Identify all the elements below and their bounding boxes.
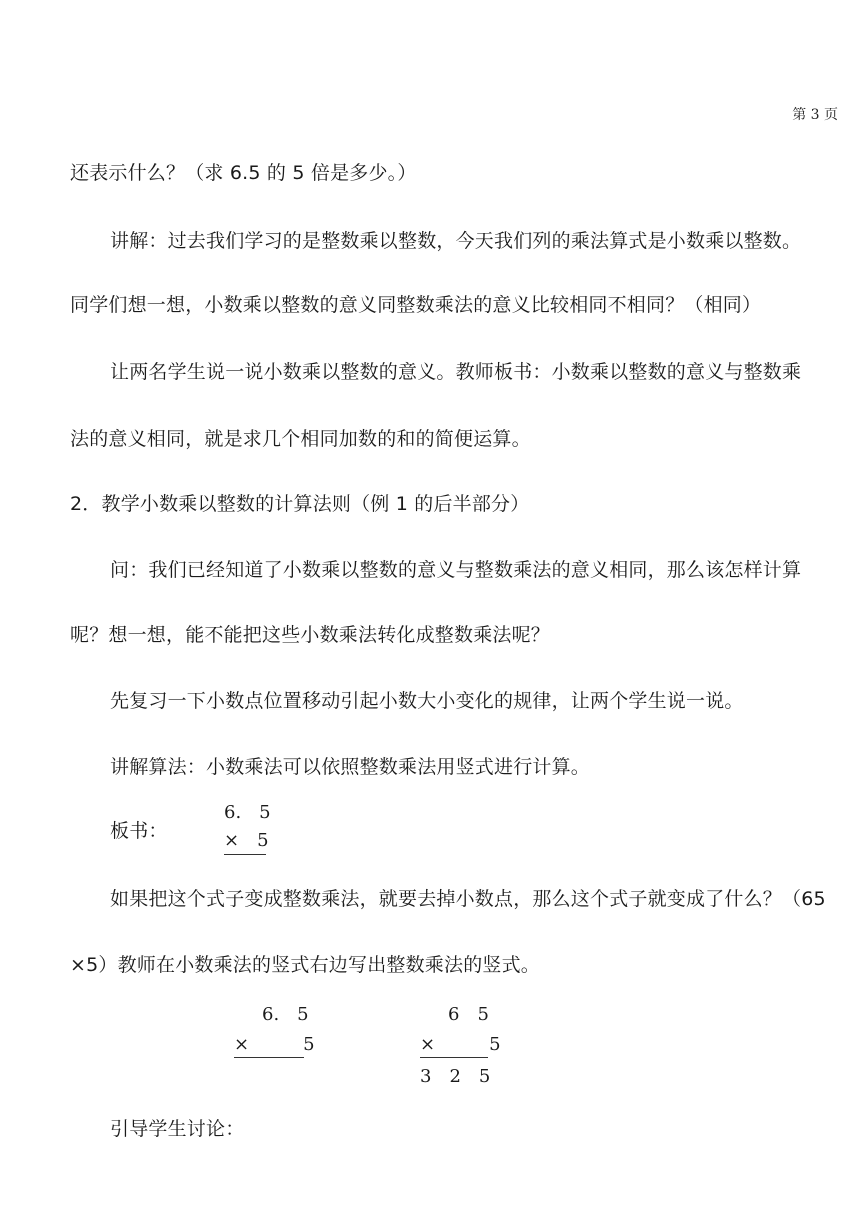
- calc-rule: [420, 1057, 488, 1058]
- paragraph-line: ×5）教师在小数乘法的竖式右边写出整数乘法的竖式。: [70, 954, 541, 976]
- decimal-calculation: [232, 1000, 315, 1060]
- section-heading: 2．教学小数乘以整数的计算法则（例 1 的后半部分）: [70, 493, 530, 515]
- calc-top-row: 6. 5: [262, 1004, 309, 1025]
- paragraph-line: 先复习一下小数点位置移动引起小数大小变化的规律，让两个学生说一说。: [110, 690, 744, 712]
- calc-rule: [224, 854, 266, 855]
- page-number: 第 3 页: [792, 107, 838, 123]
- integer-calculation: [418, 1000, 501, 1090]
- calc-bottom-row: × 5: [234, 1034, 315, 1055]
- paragraph-line: 如果把这个式子变成整数乘法，就要去掉小数点，那么这个式子就变成了什么？（65: [110, 888, 826, 910]
- paragraph-line: 引导学生讨论：: [110, 1118, 245, 1140]
- paragraph-line: 呢？想一想，能不能把这些小数乘法转化成整数乘法呢？: [70, 624, 551, 646]
- calc-top-row: 6. 5: [224, 802, 271, 823]
- calc-result-row: 3 2 5: [420, 1066, 491, 1087]
- paragraph-line: 问：我们已经知道了小数乘以整数的意义与整数乘法的意义相同，那么该怎样计算: [110, 559, 802, 581]
- paragraph-line: 讲解算法：小数乘法可以依照整数乘法用竖式进行计算。: [110, 756, 591, 778]
- paragraph-line: 讲解：过去我们学习的是整数乘以整数，今天我们列的乘法算式是小数乘以整数。: [110, 230, 802, 252]
- calc-bottom-row: × 5: [224, 830, 269, 851]
- calc-top-row: 6 5: [448, 1004, 489, 1025]
- paragraph-line: 同学们想一想，小数乘以整数的意义同整数乘法的意义比较相同不相同？（相同）: [70, 294, 762, 316]
- board-calculation: [222, 798, 282, 858]
- calc-rule: [234, 1057, 304, 1058]
- paragraph-line: 还表示什么？（求 6.5 的 5 倍是多少。）: [70, 162, 417, 184]
- board-label: 板书：: [110, 820, 168, 842]
- paragraph-line: 让两名学生说一说小数乘以整数的意义。教师板书：小数乘以整数的意义与整数乘: [110, 361, 802, 383]
- paragraph-line: 法的意义相同，就是求几个相同加数的和的简便运算。: [70, 428, 531, 450]
- calc-bottom-row: × 5: [420, 1034, 501, 1055]
